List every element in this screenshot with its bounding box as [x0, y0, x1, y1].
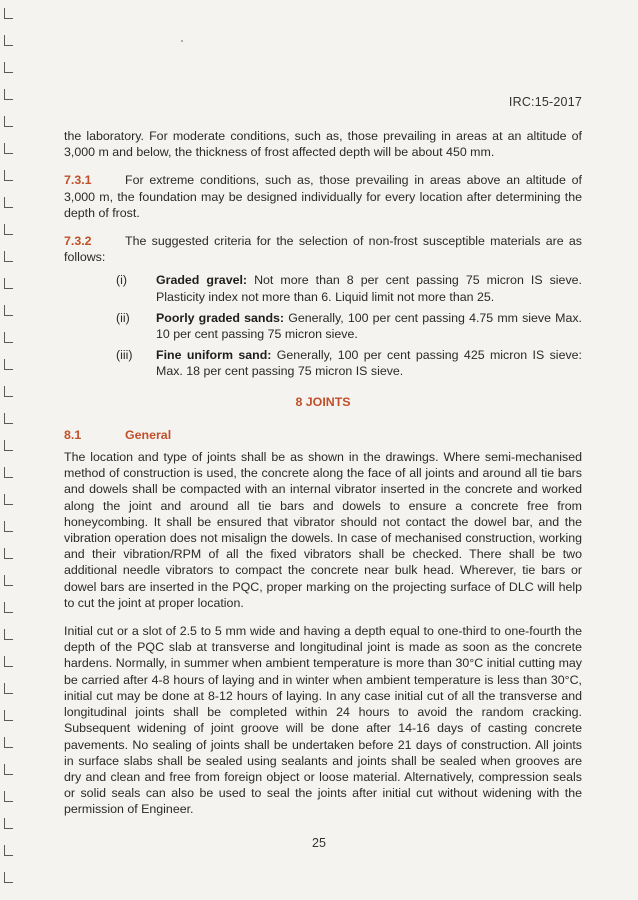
clause-title: General: [125, 427, 172, 442]
general-paragraph-2: Initial cut or a slot of 2.5 to 5 mm wide and having a depth equal to one-third to one-fourth the depth of the PQC slab at transverse and longitudinal joint is made as soon as the concrete hardens. Normally, in summer when ambient temperature is more than 30°C initial cutting may be carried after 4-8 hours of laying and in winter when ambient temperature is less than 30°C, initial cut may be done at 8-12 hours of laying. In any case initial cut of all the transverse and longitudinal joints shall be completed within 24 hours to avoid the random cracking. Subsequent widening of joint groove will be done after 14-16 days of casting concrete pavements. No sealing of joints shall be undertaken before 21 days of construction. All joints in surface slabs shall be sealed using sealants and joints shall be sealed when grooves are dry and clean and free from foreign object or loose material. Alternatively, compression seals or solid seals can also be used to seal the joints after initial cut without widening with the permission of Engineer.: [64, 624, 582, 817]
binding-mark: [4, 494, 13, 505]
binding-mark: [4, 791, 13, 802]
list-item-term: Graded gravel:: [156, 273, 248, 288]
clause-7-3-2: [64, 233, 582, 265]
binding-mark: [4, 656, 13, 667]
binding-mark: [4, 737, 13, 748]
binding-mark: [4, 197, 13, 208]
list-item-body: Generally, 100 per cent passing 425 micron IS sieve: Max. 18 per cent passing 75 micron IS sieve.: [156, 348, 582, 379]
list-item-text: [156, 310, 582, 342]
binding-mark: [4, 8, 13, 19]
binding-mark: [4, 224, 13, 235]
clause-7-3-1: [64, 172, 582, 221]
list-item-text: [156, 272, 582, 304]
binding-mark: [4, 35, 13, 46]
clause-text: The suggested criteria for the selection of non-frost susceptible materials are as follows:: [64, 234, 582, 265]
binding-mark: [4, 548, 13, 559]
clause-8-1-heading: [64, 427, 582, 443]
continued-paragraph: the laboratory. For moderate conditions, such as, those prevailing in areas at an altitude of 3,000 m and below, the thickness of frost affected depth will be about 450 mm.: [64, 129, 582, 160]
list-item-text: [156, 347, 582, 379]
document-code: IRC:15-2017: [508, 95, 582, 109]
list-item-term: Fine uniform sand:: [156, 348, 272, 363]
binding-mark: [4, 116, 13, 127]
section-title: 8 JOINTS: [295, 394, 351, 409]
list-item-term: Poorly graded sands:: [156, 310, 285, 325]
binding-mark: [4, 62, 13, 73]
binding-mark: [4, 89, 13, 100]
binding-mark: [4, 575, 13, 586]
binding-mark: [4, 359, 13, 370]
list-item-number: (iii): [116, 348, 133, 363]
binding-mark: [4, 467, 13, 478]
binding-mark: [4, 602, 13, 613]
binding-mark: [4, 440, 13, 451]
binding-mark: [4, 170, 13, 181]
binding-mark: [4, 683, 13, 694]
clause-number: 7.3.2: [64, 234, 92, 249]
binding-mark: [4, 278, 13, 289]
clause-number: 7.3.1: [64, 173, 92, 188]
binding-mark: [4, 413, 13, 424]
binding-marks: [4, 0, 16, 900]
page-body: [64, 128, 582, 830]
list-item-number: (i): [116, 273, 128, 288]
binding-mark: [4, 143, 13, 154]
list-item: [64, 347, 582, 379]
list-item-body: Generally, 100 per cent passing 4.75 mm sieve Max. 10 per cent passing 75 micron sieve.: [156, 310, 582, 342]
binding-mark: [4, 332, 13, 343]
binding-mark: [4, 629, 13, 640]
general-paragraph-1: The location and type of joints shall be as shown in the drawings. Where semi-mechanised method of construction is used, the concrete along the face of all joints and around all tie bars and dowels shall be compacted with an internal vibrator inserted in the concrete and worked along the joint and around all tie bars and dowels to ensure a concrete free from honeycombing. It shall be ensured that vibrator should not contact the dowel bar, and the vibration operation does not misalign the dowels. In case of mechanised construction, working and their vibration/RPM of all the fixed vibrators shall be checked. There shall be two additional needle vibrators to compact the concrete near bulk head. Wherever, tie bars or dowel bars are inserted in the PQC, proper marking on the projecting surface of DLC will help to cut the joint at proper location.: [64, 450, 582, 610]
binding-mark: [4, 521, 13, 532]
list-item-body: Not more than 8 per cent passing 75 micron IS sieve. Plasticity index not more than 6. Liquid limit not more than 25.: [156, 273, 582, 304]
binding-mark: [4, 710, 13, 721]
scan-speck: [181, 40, 183, 42]
list-item: [64, 310, 582, 342]
binding-mark: [4, 764, 13, 775]
list-item-number: (ii): [116, 310, 130, 325]
binding-mark: [4, 305, 13, 316]
binding-mark: [4, 872, 13, 883]
binding-mark: [4, 251, 13, 262]
binding-mark: [4, 386, 13, 397]
list-item: [64, 272, 582, 304]
clause-text: For extreme conditions, such as, those prevailing in areas above an altitude of 3,000 m, the foundation may be designed individually for every location after determining the depth of frost.: [64, 173, 582, 220]
page-number: 25: [312, 836, 326, 850]
criteria-list: [64, 272, 582, 379]
binding-mark: [4, 818, 13, 829]
clause-number: 8.1: [64, 427, 82, 442]
